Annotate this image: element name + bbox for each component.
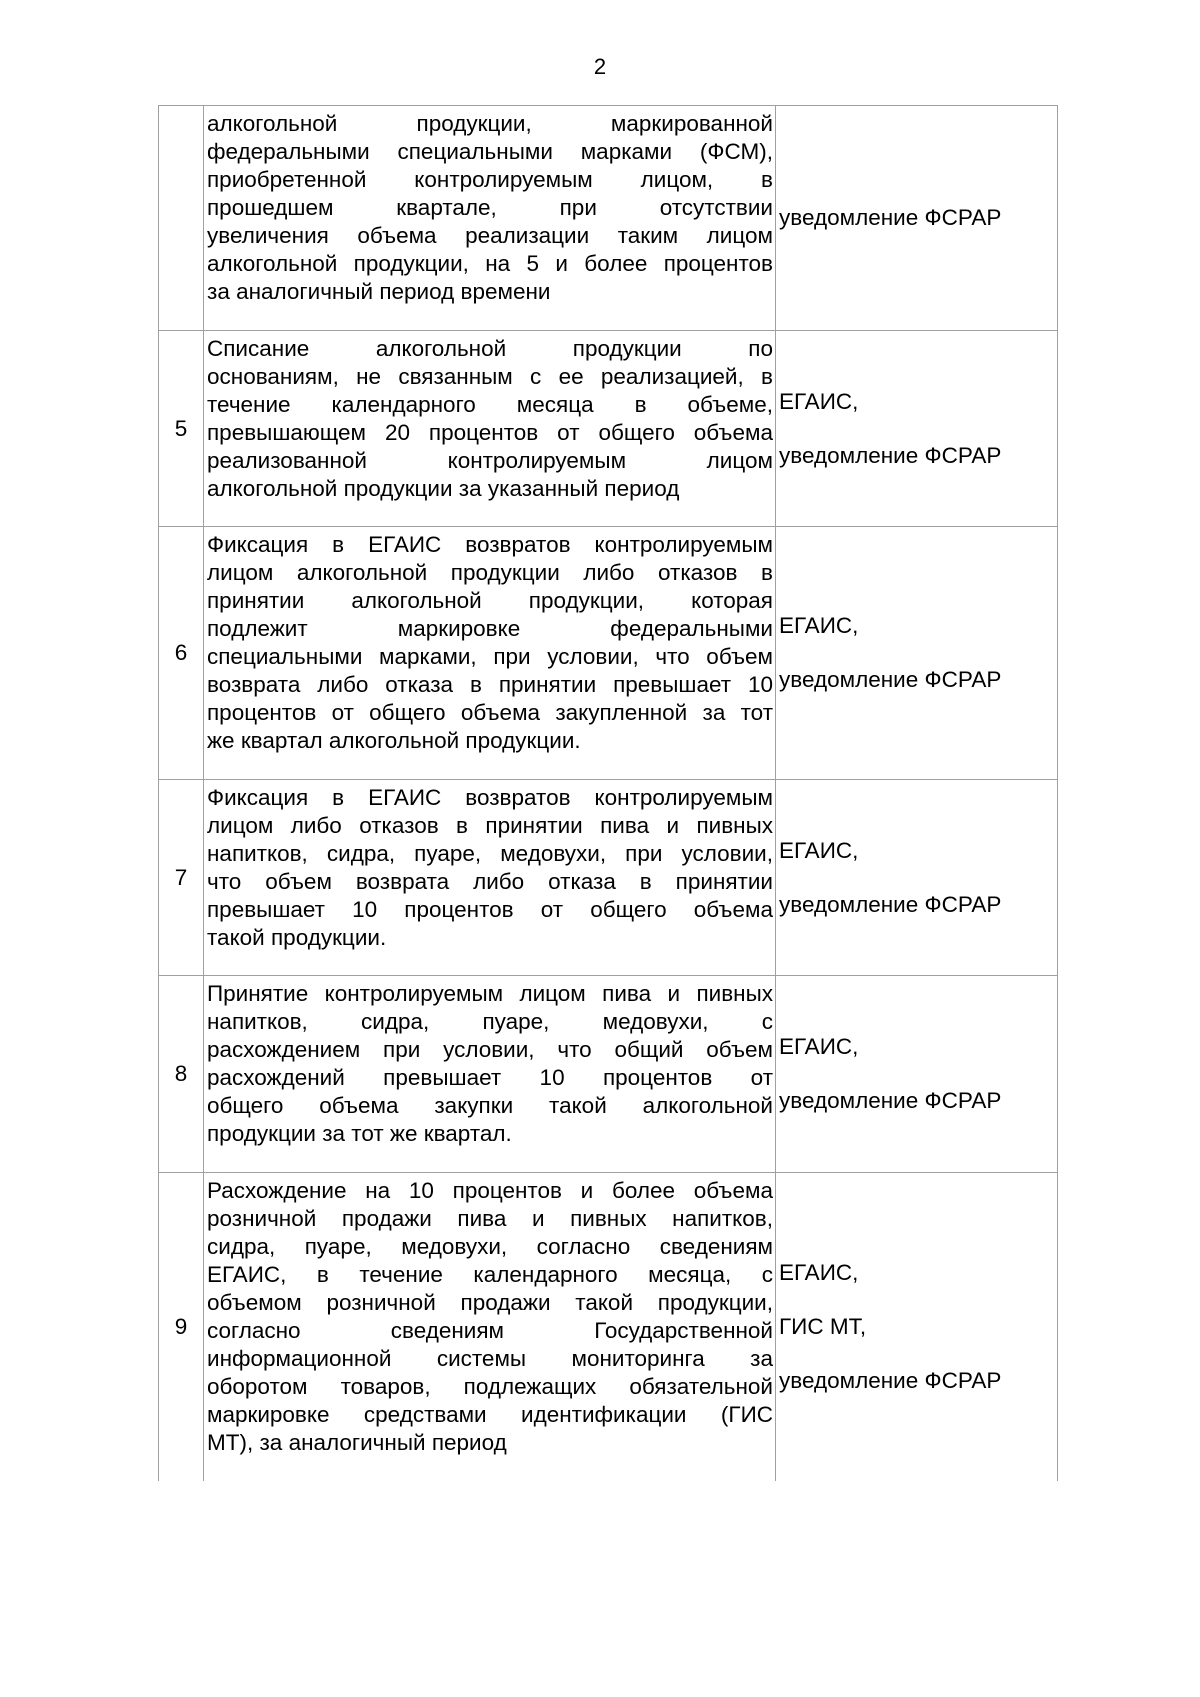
row-number: 6 [159,527,204,780]
row-number: 7 [159,780,204,976]
source-item: ЕГАИС, [779,1259,859,1285]
text-line: превышает 10 процентов от общего объема [207,897,773,922]
indicator-text [204,106,776,331]
text-line: за аналогичный период времени [207,279,551,304]
text-line: лицом алкогольной продукции либо отказов в [207,560,773,585]
source-cell [776,106,1058,331]
table-row [159,1173,1058,1481]
text-line: розничной продажи пива и пивных напитков, [207,1206,773,1231]
row-number: 9 [159,1173,204,1481]
text-line: напитков, сидра, пуаре, медовухи, с [207,1009,773,1034]
source-item: уведомление ФСРАР [779,1367,1002,1393]
text-line: алкогольной продукции, на 5 и более процентов [207,251,773,276]
text-line: возврата либо отказа в принятии превышает 10 [207,672,773,697]
indicator-text [204,1173,776,1481]
text-line: объемом розничной продажи такой продукции, [207,1290,773,1315]
text-line: федеральными специальными марками (ФСМ), [207,139,773,164]
text-line: расхождений превышает 10 процентов от [207,1065,773,1090]
table-row [159,331,1058,527]
text-line: же квартал алкогольной продукции. [207,728,581,753]
text-line: продукции за тот же квартал. [207,1121,512,1146]
text-line: общего объема закупки такой алкогольной [207,1093,773,1118]
indicator-text [204,331,776,527]
source-item: уведомление ФСРАР [779,442,1002,468]
text-line: информационной системы мониторинга за [207,1346,773,1371]
row-number: 5 [159,331,204,527]
table-row [159,780,1058,976]
indicators-table [158,105,1058,1481]
text-line: увеличения объема реализации таким лицом [207,223,773,248]
indicator-text [204,527,776,780]
source-item: ЕГАИС, [779,837,859,863]
text-line: Фиксация в ЕГАИС возвратов контролируемым [207,785,773,810]
source-cell [776,1173,1058,1481]
text-line: прошедшем квартале, при отсутствии [207,195,773,220]
text-line: специальными марками, при условии, что объем [207,644,773,669]
source-cell [776,527,1058,780]
text-line: расхождением при условии, что общий объем [207,1037,773,1062]
text-line: алкогольной продукции за указанный период [207,476,680,501]
text-line: напитков, сидра, пуаре, медовухи, при условии, [207,841,773,866]
text-line: Фиксация в ЕГАИС возвратов контролируемым [207,532,773,557]
source-cell [776,331,1058,527]
text-line: Принятие контролируемым лицом пива и пивных [207,981,773,1006]
source-item: уведомление ФСРАР [779,1088,1002,1113]
text-line: принятии алкогольной продукции, которая [207,588,773,613]
indicator-text [204,780,776,976]
text-line: процентов от общего объема закупленной за тот [207,700,773,725]
source-item: уведомление ФСРАР [779,891,1002,917]
source-cell [776,780,1058,976]
source-item: ГИС МТ, [779,1313,867,1339]
source-item: уведомление ФСРАР [779,667,1002,692]
table-row [159,976,1058,1173]
text-line: согласно сведениям Государственной [207,1318,773,1343]
text-line: течение календарного месяца в объеме, [207,392,773,417]
text-line: лицом либо отказов в принятии пива и пивных [207,813,773,838]
source-item: ЕГАИС, [779,613,859,638]
row-number [159,106,204,331]
source-item: уведомление ФСРАР [779,205,1002,230]
text-line: МТ), за аналогичный период [207,1430,507,1455]
indicator-text [204,976,776,1173]
page-number: 2 [593,54,607,79]
text-line: Расхождение на 10 процентов и более объема [207,1178,773,1203]
source-item: ЕГАИС, [779,1034,859,1059]
table-row [159,527,1058,780]
text-line: основаниям, не связанным с ее реализацией, в [207,364,773,389]
text-line: превышающем 20 процентов от общего объема [207,420,773,445]
text-line: подлежит маркировке федеральными [207,616,773,641]
text-line: алкогольной продукции, маркированной [207,111,773,136]
text-line: сидра, пуаре, медовухи, согласно сведениям [207,1234,773,1259]
text-line: ЕГАИС, в течение календарного месяца, с [207,1262,773,1287]
source-cell [776,976,1058,1173]
text-line: маркировке средствами идентификации (ГИС [207,1402,773,1427]
text-line: такой продукции. [207,925,387,950]
row-number: 8 [159,976,204,1173]
text-line: оборотом товаров, подлежащих обязательной [207,1374,773,1399]
source-item: ЕГАИС, [779,388,859,414]
text-line: реализованной контролируемым лицом [207,448,773,473]
text-line: что объем возврата либо отказа в принятии [207,869,773,894]
text-line: приобретенной контролируемым лицом, в [207,167,773,192]
table-row [159,106,1058,331]
text-line: Списание алкогольной продукции по [207,336,773,361]
